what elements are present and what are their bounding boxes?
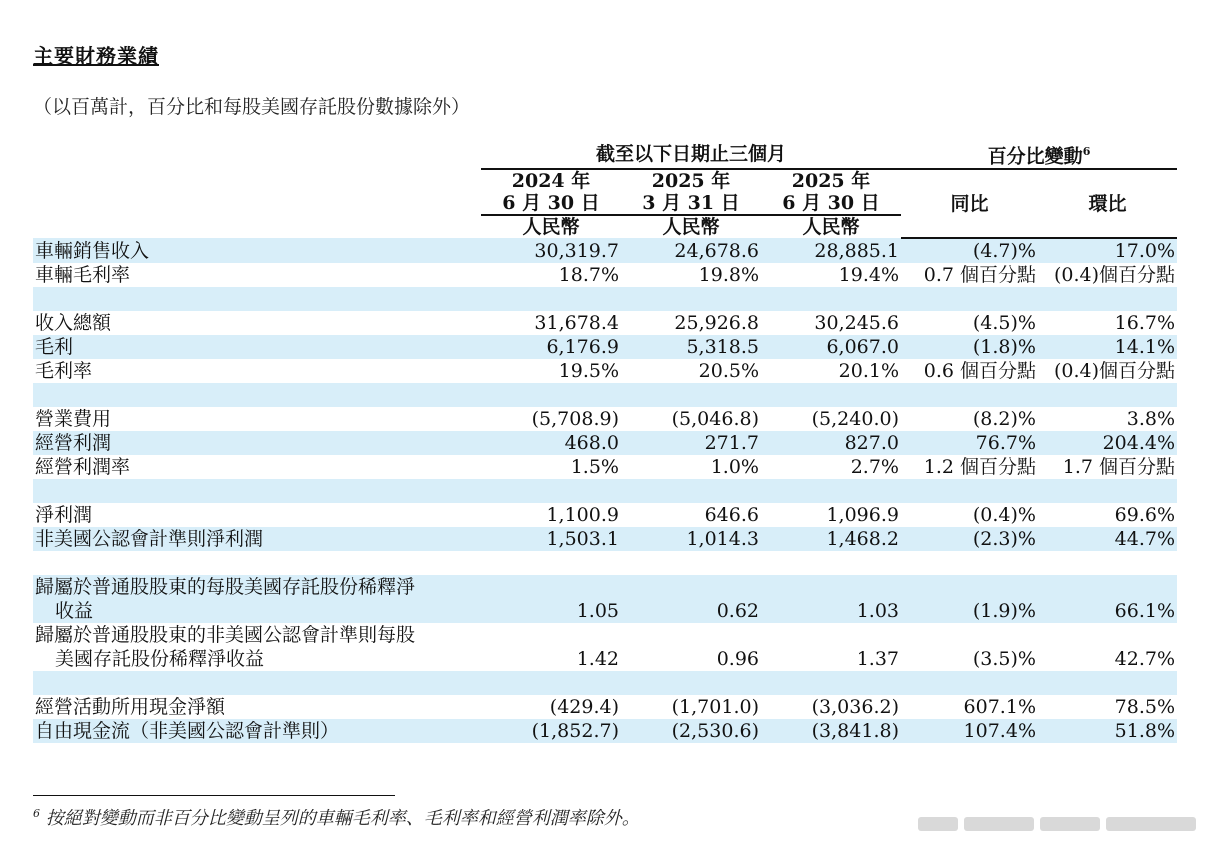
spacer-row: [33, 287, 1177, 311]
row-label-line1: 歸屬於普通股股東的非美國公認會計準則每股: [35, 624, 416, 647]
value-q2-2024: 1.42: [576, 648, 619, 671]
qoq-change: 42.7%: [1114, 648, 1176, 671]
value-q2-2024: 1,503.1: [481, 527, 621, 551]
value-q2-2024: 1,100.9: [546, 504, 619, 527]
value-q2-2024: 1.5%: [570, 456, 619, 479]
value-q1-2025: 1,014.3: [621, 527, 761, 551]
row-label-line1: 歸屬於普通股股東的每股美國存託股份稀釋淨: [35, 576, 416, 599]
table-row: [33, 695, 1177, 719]
table-row: [33, 263, 1177, 287]
value-q1-2025: 646.6: [704, 504, 759, 527]
spacer-row: [33, 383, 1177, 407]
watermark-block: [1106, 817, 1196, 831]
date-header-2: [621, 169, 761, 215]
row-label: 自由現金流（非美國公認會計準則）: [33, 719, 481, 743]
qoq-header: 環比: [1038, 169, 1177, 238]
yoy-change: (1.8)%: [901, 335, 1038, 359]
value-q2-2024: 18.7%: [558, 264, 619, 287]
yoy-change: (1.9)%: [901, 575, 1038, 623]
yoy-change: (2.3)%: [901, 527, 1038, 551]
table-row: [33, 238, 1177, 263]
value-q2-2025: 1.03: [761, 575, 901, 623]
value-q2-2025: 30,245.6: [814, 312, 899, 335]
watermark-block: [1040, 817, 1100, 831]
yoy-change: 0.7 個百分點: [923, 264, 1036, 287]
value-q2-2025: (5,240.0): [811, 408, 899, 431]
spacer-row: [33, 479, 1177, 503]
date-day: 6 月 30 日: [502, 192, 600, 215]
row-label: [33, 623, 481, 671]
table-row: [33, 719, 1177, 743]
value-q2-2025: 2.7%: [850, 456, 899, 479]
row-label: [33, 575, 481, 623]
spacer-row: [33, 551, 1177, 575]
row-label: 毛利: [33, 335, 481, 359]
row-label: 非美國公認會計準則淨利潤: [33, 527, 481, 551]
date-day: 6 月 30 日: [782, 192, 880, 215]
footnote-divider: [33, 795, 395, 796]
table-row: [33, 623, 1177, 671]
table-row: [33, 503, 1177, 527]
qoq-change: 14.1%: [1038, 335, 1177, 359]
value-q1-2025: 1.0%: [710, 456, 759, 479]
qoq-change: (0.4)個百分點: [1053, 264, 1176, 287]
value-q2-2024: 6,176.9: [481, 335, 621, 359]
value-q1-2025: 5,318.5: [621, 335, 761, 359]
value-q1-2025: (2,530.6): [621, 719, 761, 743]
financial-results-table: [33, 140, 1177, 743]
value-q1-2025: 0.96: [716, 648, 759, 671]
row-label: 車輛銷售收入: [33, 238, 481, 263]
row-label: 淨利潤: [35, 504, 93, 527]
period-group-header: 截至以下日期止三個月: [481, 140, 901, 169]
row-label-line2: 美國存託股份稀釋淨收益: [55, 648, 265, 671]
yoy-change: (4.7)%: [901, 238, 1038, 263]
yoy-change: (8.2)%: [972, 408, 1036, 431]
value-q2-2025: 19.4%: [838, 264, 899, 287]
yoy-change: 607.1%: [963, 696, 1036, 719]
spacer-row: [33, 671, 1177, 695]
row-label: 毛利率: [35, 360, 93, 383]
yoy-change: 76.7%: [901, 431, 1038, 455]
value-q1-2025: 19.8%: [698, 264, 759, 287]
row-label: 車輛毛利率: [35, 264, 131, 287]
qoq-change: 3.8%: [1126, 408, 1176, 431]
value-q2-2024: 1.05: [481, 575, 621, 623]
qoq-change: 78.5%: [1114, 696, 1176, 719]
value-q2-2025: 6,067.0: [761, 335, 901, 359]
value-q2-2024: 30,319.7: [481, 238, 621, 263]
row-label: 經營活動所用現金淨額: [35, 696, 226, 719]
qoq-change: 44.7%: [1038, 527, 1177, 551]
date-year: 2025 年: [651, 170, 731, 193]
watermark-logo: [918, 816, 1212, 832]
value-q1-2025: 0.62: [621, 575, 761, 623]
footnote-number: 6: [33, 807, 40, 820]
date-day: 3 月 31 日: [642, 192, 740, 215]
unit-header-1: 人民幣: [481, 215, 621, 238]
qoq-change: 17.0%: [1038, 238, 1177, 263]
qoq-change: 69.6%: [1114, 504, 1176, 527]
value-q2-2024: 19.5%: [558, 360, 619, 383]
qoq-change: 204.4%: [1038, 431, 1177, 455]
value-q1-2025: (5,046.8): [671, 408, 759, 431]
value-q2-2024: (1,852.7): [481, 719, 621, 743]
change-group-label: 百分比變動: [987, 145, 1083, 168]
yoy-change: 1.2 個百分點: [923, 456, 1036, 479]
unit-header-3: 人民幣: [761, 215, 901, 238]
value-q2-2025: (3,036.2): [811, 696, 899, 719]
table-row: [33, 407, 1177, 431]
yoy-change: (0.4)%: [972, 504, 1036, 527]
row-label: 收入總額: [35, 312, 112, 335]
yoy-change: (3.5)%: [972, 648, 1036, 671]
yoy-change: 0.6 個百分點: [923, 360, 1036, 383]
watermark-block: [964, 817, 1034, 831]
table-row: [33, 335, 1177, 359]
qoq-change: 66.1%: [1038, 575, 1177, 623]
value-q2-2024: 31,678.4: [534, 312, 619, 335]
watermark-block: [918, 817, 958, 831]
qoq-change: (0.4)個百分點: [1053, 360, 1176, 383]
qoq-change: 51.8%: [1038, 719, 1177, 743]
footnote-marker: 6: [1082, 145, 1091, 158]
value-q2-2024: 468.0: [481, 431, 621, 455]
row-label: 經營利潤: [33, 431, 481, 455]
value-q2-2025: 20.1%: [838, 360, 899, 383]
page-title: 主要財務業績: [33, 44, 159, 68]
value-q1-2025: 20.5%: [698, 360, 759, 383]
date-header-3: [761, 169, 901, 215]
value-q2-2025: 1.37: [856, 648, 899, 671]
value-q2-2024: (429.4): [549, 696, 619, 719]
table-row: [33, 527, 1177, 551]
table-row: [33, 431, 1177, 455]
table-row: [33, 575, 1177, 623]
row-label: 經營利潤率: [35, 456, 131, 479]
table-row: [33, 455, 1177, 479]
date-year: 2025 年: [791, 170, 871, 193]
change-group-header: [901, 140, 1177, 169]
yoy-header: 同比: [901, 169, 1038, 238]
value-q2-2025: 1,468.2: [761, 527, 901, 551]
value-q1-2025: 24,678.6: [621, 238, 761, 263]
yoy-change: (4.5)%: [972, 312, 1036, 335]
table-row: [33, 311, 1177, 335]
value-q2-2025: 1,096.9: [826, 504, 899, 527]
table-row: [33, 359, 1177, 383]
qoq-change: 1.7 個百分點: [1062, 456, 1176, 479]
yoy-change: 107.4%: [901, 719, 1038, 743]
row-label-line2: 收益: [55, 600, 94, 623]
value-q2-2025: (3,841.8): [761, 719, 901, 743]
value-q1-2025: 271.7: [621, 431, 761, 455]
value-q1-2025: 25,926.8: [674, 312, 759, 335]
value-q2-2025: 28,885.1: [761, 238, 901, 263]
page-subtitle: （以百萬計，百分比和每股美國存託股份數據除外）: [33, 96, 471, 118]
unit-header-2: 人民幣: [621, 215, 761, 238]
value-q2-2025: 827.0: [761, 431, 901, 455]
qoq-change: 16.7%: [1114, 312, 1176, 335]
date-year: 2024 年: [511, 170, 591, 193]
value-q2-2024: (5,708.9): [531, 408, 619, 431]
date-header-1: [481, 169, 621, 215]
value-q1-2025: (1,701.0): [671, 696, 759, 719]
footnote: [33, 804, 640, 830]
row-label: 營業費用: [35, 408, 112, 431]
footnote-text: 按絕對變動而非百分比變動呈列的車輛毛利率、毛利率和經營利潤率除外。: [40, 808, 640, 829]
